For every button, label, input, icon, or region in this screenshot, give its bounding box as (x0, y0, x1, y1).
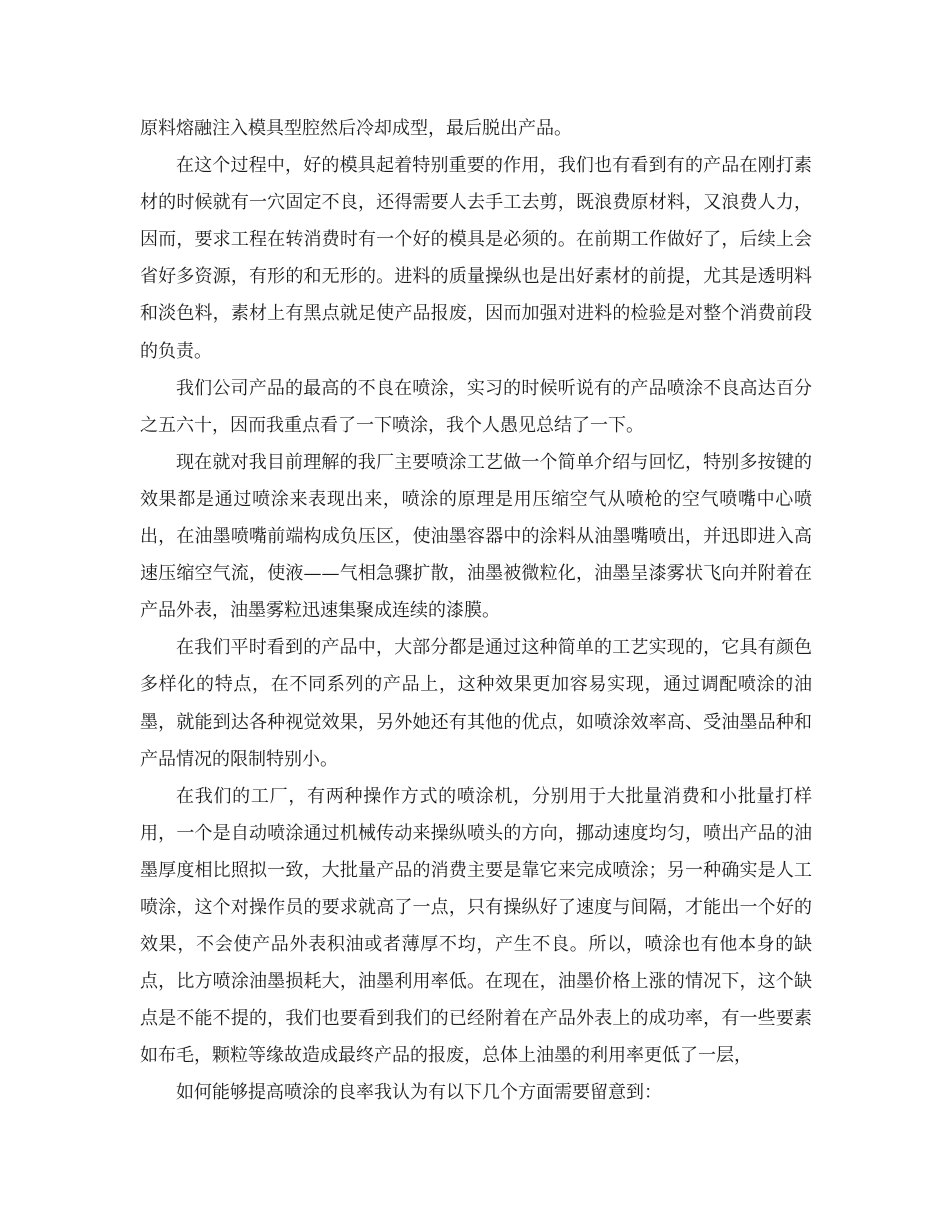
paragraph-4: 现在就对我目前理解的我厂主要喷涂工艺做一个简单介绍与回忆，特别多按键的效果都是通过喷涂来表现出来，喷涂的原理是用压缩空气从喷枪的空气喷嘴中心喷出，在油墨喷嘴前端构成负压区，使油墨容器中的涂料从油墨嘴喷出，并迅即进入高速压缩空气流，使液——气相急骤扩散，油墨被微粒化，油墨呈漆雾状飞向并附着在产品外表，油墨雾粒迅速集聚成连续的漆膜。 (140, 451, 812, 622)
paragraph-3: 我们公司产品的最高的不良在喷涂，实习的时候听说有的产品喷涂不良高达百分之五六十，因而我重点看了一下喷涂，我个人愚见总结了一下。 (140, 377, 812, 436)
paragraph-2: 在这个过程中，好的模具起着特别重要的作用，我们也有看到有的产品在刚打素材的时候就有一穴固定不良，还得需要人去手工去剪，既浪费原材料，又浪费人力，因而，要求工程在转消费时有一个好的模具是必须的。在前期工作做好了，后续上会省好多资源，有形的和无形的。进料的质量操纵也是出好素材的前提，尤其是透明料和淡色料，素材上有黑点就足使产品报废，因而加强对进料的检验是对整个消费前段的负责。 (140, 155, 812, 362)
document-body (140, 110, 812, 1112)
paragraph-6: 在我们的工厂，有两种操作方式的喷涂机，分别用于大批量消费和小批量打样用，一个是自动喷涂通过机械传动来操纵喷头的方向，挪动速度均匀，喷出产品的油墨厚度相比照拟一致，大批量产品的消费主要是靠它来完成喷涂；另一种确实是人工喷涂，这个对操作员的要求就高了一点，只有操纵好了速度与间隔，才能出一个好的效果，不会使产品外表积油或者薄厚不均，产生不良。所以，喷涂也有他本身的缺点，比方喷涂油墨损耗大，油墨利用率低。在现在，油墨价格上涨的情况下，这个缺点是不能不提的，我们也要看到我们的已经附着在产品外表上的成功率，有一些要素如布毛，颗粒等缘故造成最终产品的报废，总体上油墨的利用率更低了一层， (140, 785, 812, 1067)
paragraph-7: 如何能够提高喷涂的良率我认为有以下几个方面需要留意到： (176, 1082, 662, 1104)
paragraph-5: 在我们平时看到的产品中，大部分都是通过这种简单的工艺实现的，它具有颜色多样化的特点，在不同系列的产品上，这种效果更加容易实现，通过调配喷涂的油墨，就能到达各种视觉效果，另外她还有其他的优点，如喷涂效率高、受油墨品种和产品情况的限制特别小。 (140, 637, 812, 770)
paragraph-1: 原料熔融注入模具型腔然后冷却成型，最后脱出产品。 (140, 118, 572, 139)
